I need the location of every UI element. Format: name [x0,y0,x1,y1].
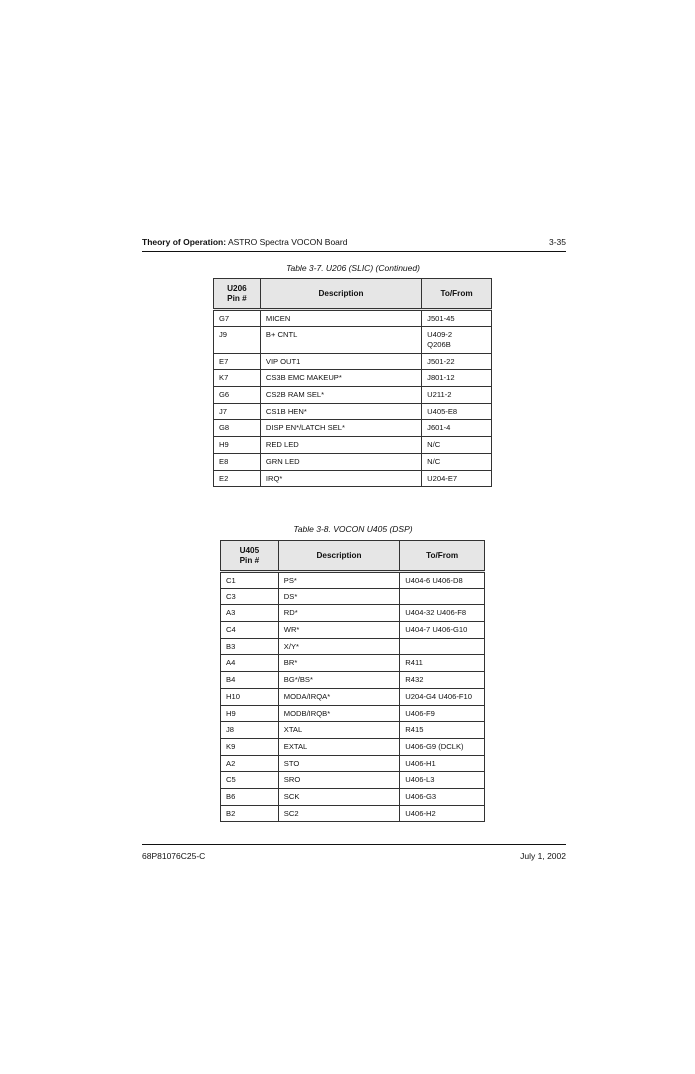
column-header: U405 Pin # [221,541,279,572]
table-cell: J501-22 [422,353,492,370]
table-row [221,605,485,622]
table-row [214,420,492,437]
table-cell: G7 [214,310,261,327]
table-row [221,638,485,655]
table-row [221,588,485,605]
table-cell: B6 [221,788,279,805]
table-cell: CS1B HEN* [260,403,421,420]
table-cell: G6 [214,387,261,404]
table-row [221,688,485,705]
table-row [214,370,492,387]
table-row [221,622,485,639]
table-row [221,672,485,689]
table-cell: RED LED [260,437,421,454]
doc-number: 68P81076C25-C [142,851,206,861]
table-cell: C4 [221,622,279,639]
column-header: U206 Pin # [214,279,261,310]
table-cell: R432 [400,672,485,689]
table-cell: BG*/BS* [278,672,400,689]
table-cell: U204-E7 [422,470,492,487]
table-cell: STO [278,755,400,772]
table-cell: A2 [221,755,279,772]
table-cell: R411 [400,655,485,672]
table-cell: U409-2 Q206B [422,326,492,353]
table-cell: B+ CNTL [260,326,421,353]
table-row [221,738,485,755]
footer-rule [142,844,566,845]
table-row [214,470,492,487]
table-cell: N/C [422,437,492,454]
table-cell: VIP OUT1 [260,353,421,370]
table-cell [400,638,485,655]
table-cell: E7 [214,353,261,370]
column-header: Description [260,279,421,310]
table-cell: SCK [278,788,400,805]
table-cell: U204-G4 U406-F10 [400,688,485,705]
table-cell: U404-32 U406-F8 [400,605,485,622]
page-number: 3-35 [548,237,566,247]
table-row [214,387,492,404]
table-cell: SC2 [278,805,400,822]
table-cell: B4 [221,672,279,689]
table-row [214,310,492,327]
table-cell: N/C [422,453,492,470]
table-cell: WR* [278,622,400,639]
table-cell: E8 [214,453,261,470]
table-cell: SRO [278,772,400,789]
table-cell: X/Y* [278,638,400,655]
table2-caption: Table 3-8. VOCON U405 (DSP) [293,524,413,534]
header-rule [142,251,566,252]
running-title [142,237,347,247]
table-cell: U406-F9 [400,705,485,722]
table-cell: U406-G3 [400,788,485,805]
table-row [221,772,485,789]
table-cell: XTAL [278,722,400,739]
table-row [221,705,485,722]
table-cell: MICEN [260,310,421,327]
table-header-row [214,279,492,310]
table-row [214,353,492,370]
table-cell: J501-45 [422,310,492,327]
column-header: Description [278,541,400,572]
table-header-row [221,541,485,572]
table-cell: CS2B RAM SEL* [260,387,421,404]
table-cell: BR* [278,655,400,672]
table-cell: H10 [221,688,279,705]
table-cell: CS3B EMC MAKEUP* [260,370,421,387]
table-row [221,805,485,822]
table-cell: B3 [221,638,279,655]
table-cell: DISP EN*/LATCH SEL* [260,420,421,437]
table-cell: IRQ* [260,470,421,487]
table-cell: J9 [214,326,261,353]
table-row [221,755,485,772]
table-row [214,453,492,470]
table-cell: B2 [221,805,279,822]
table-row [221,722,485,739]
table-cell: U404-6 U406-D8 [400,572,485,589]
table-row [214,326,492,353]
table-cell: K7 [214,370,261,387]
table-vocon-u405-dsp [220,540,485,822]
table-cell: U406-H2 [400,805,485,822]
table-cell: C1 [221,572,279,589]
table-cell: U406-L3 [400,772,485,789]
table-cell: A4 [221,655,279,672]
table-cell: C3 [221,588,279,605]
table1-caption: Table 3-7. U206 (SLIC) (Continued) [286,263,420,273]
table-u206-slic [213,278,492,487]
table-cell: U406-H1 [400,755,485,772]
table-cell: J8 [221,722,279,739]
table-cell: H9 [221,705,279,722]
table-cell: G8 [214,420,261,437]
table-cell: EXTAL [278,738,400,755]
table-cell: C5 [221,772,279,789]
table-cell: A3 [221,605,279,622]
section-title: ASTRO Spectra VOCON Board [226,237,348,247]
table-cell: H9 [214,437,261,454]
table-cell: GRN LED [260,453,421,470]
table-cell: U406-G9 (DCLK) [400,738,485,755]
table-row [221,788,485,805]
table-cell: U404-7 U406-G10 [400,622,485,639]
table-cell: J601-4 [422,420,492,437]
table-cell: U405-E8 [422,403,492,420]
table-cell: DS* [278,588,400,605]
table-row [214,403,492,420]
table-cell: MODB/IRQB* [278,705,400,722]
table-cell [400,588,485,605]
table-row [221,572,485,589]
table-cell: RD* [278,605,400,622]
table-cell: E2 [214,470,261,487]
table-row [214,437,492,454]
table-cell: R415 [400,722,485,739]
table-row [221,655,485,672]
table-cell: PS* [278,572,400,589]
table-cell: J7 [214,403,261,420]
doc-date: July 1, 2002 [520,851,566,861]
section-label: Theory of Operation: [142,237,227,247]
column-header: To/From [400,541,485,572]
table-cell: K9 [221,738,279,755]
column-header: To/From [422,279,492,310]
table-cell: U211-2 [422,387,492,404]
table-cell: J801-12 [422,370,492,387]
table-cell: MODA/IRQA* [278,688,400,705]
